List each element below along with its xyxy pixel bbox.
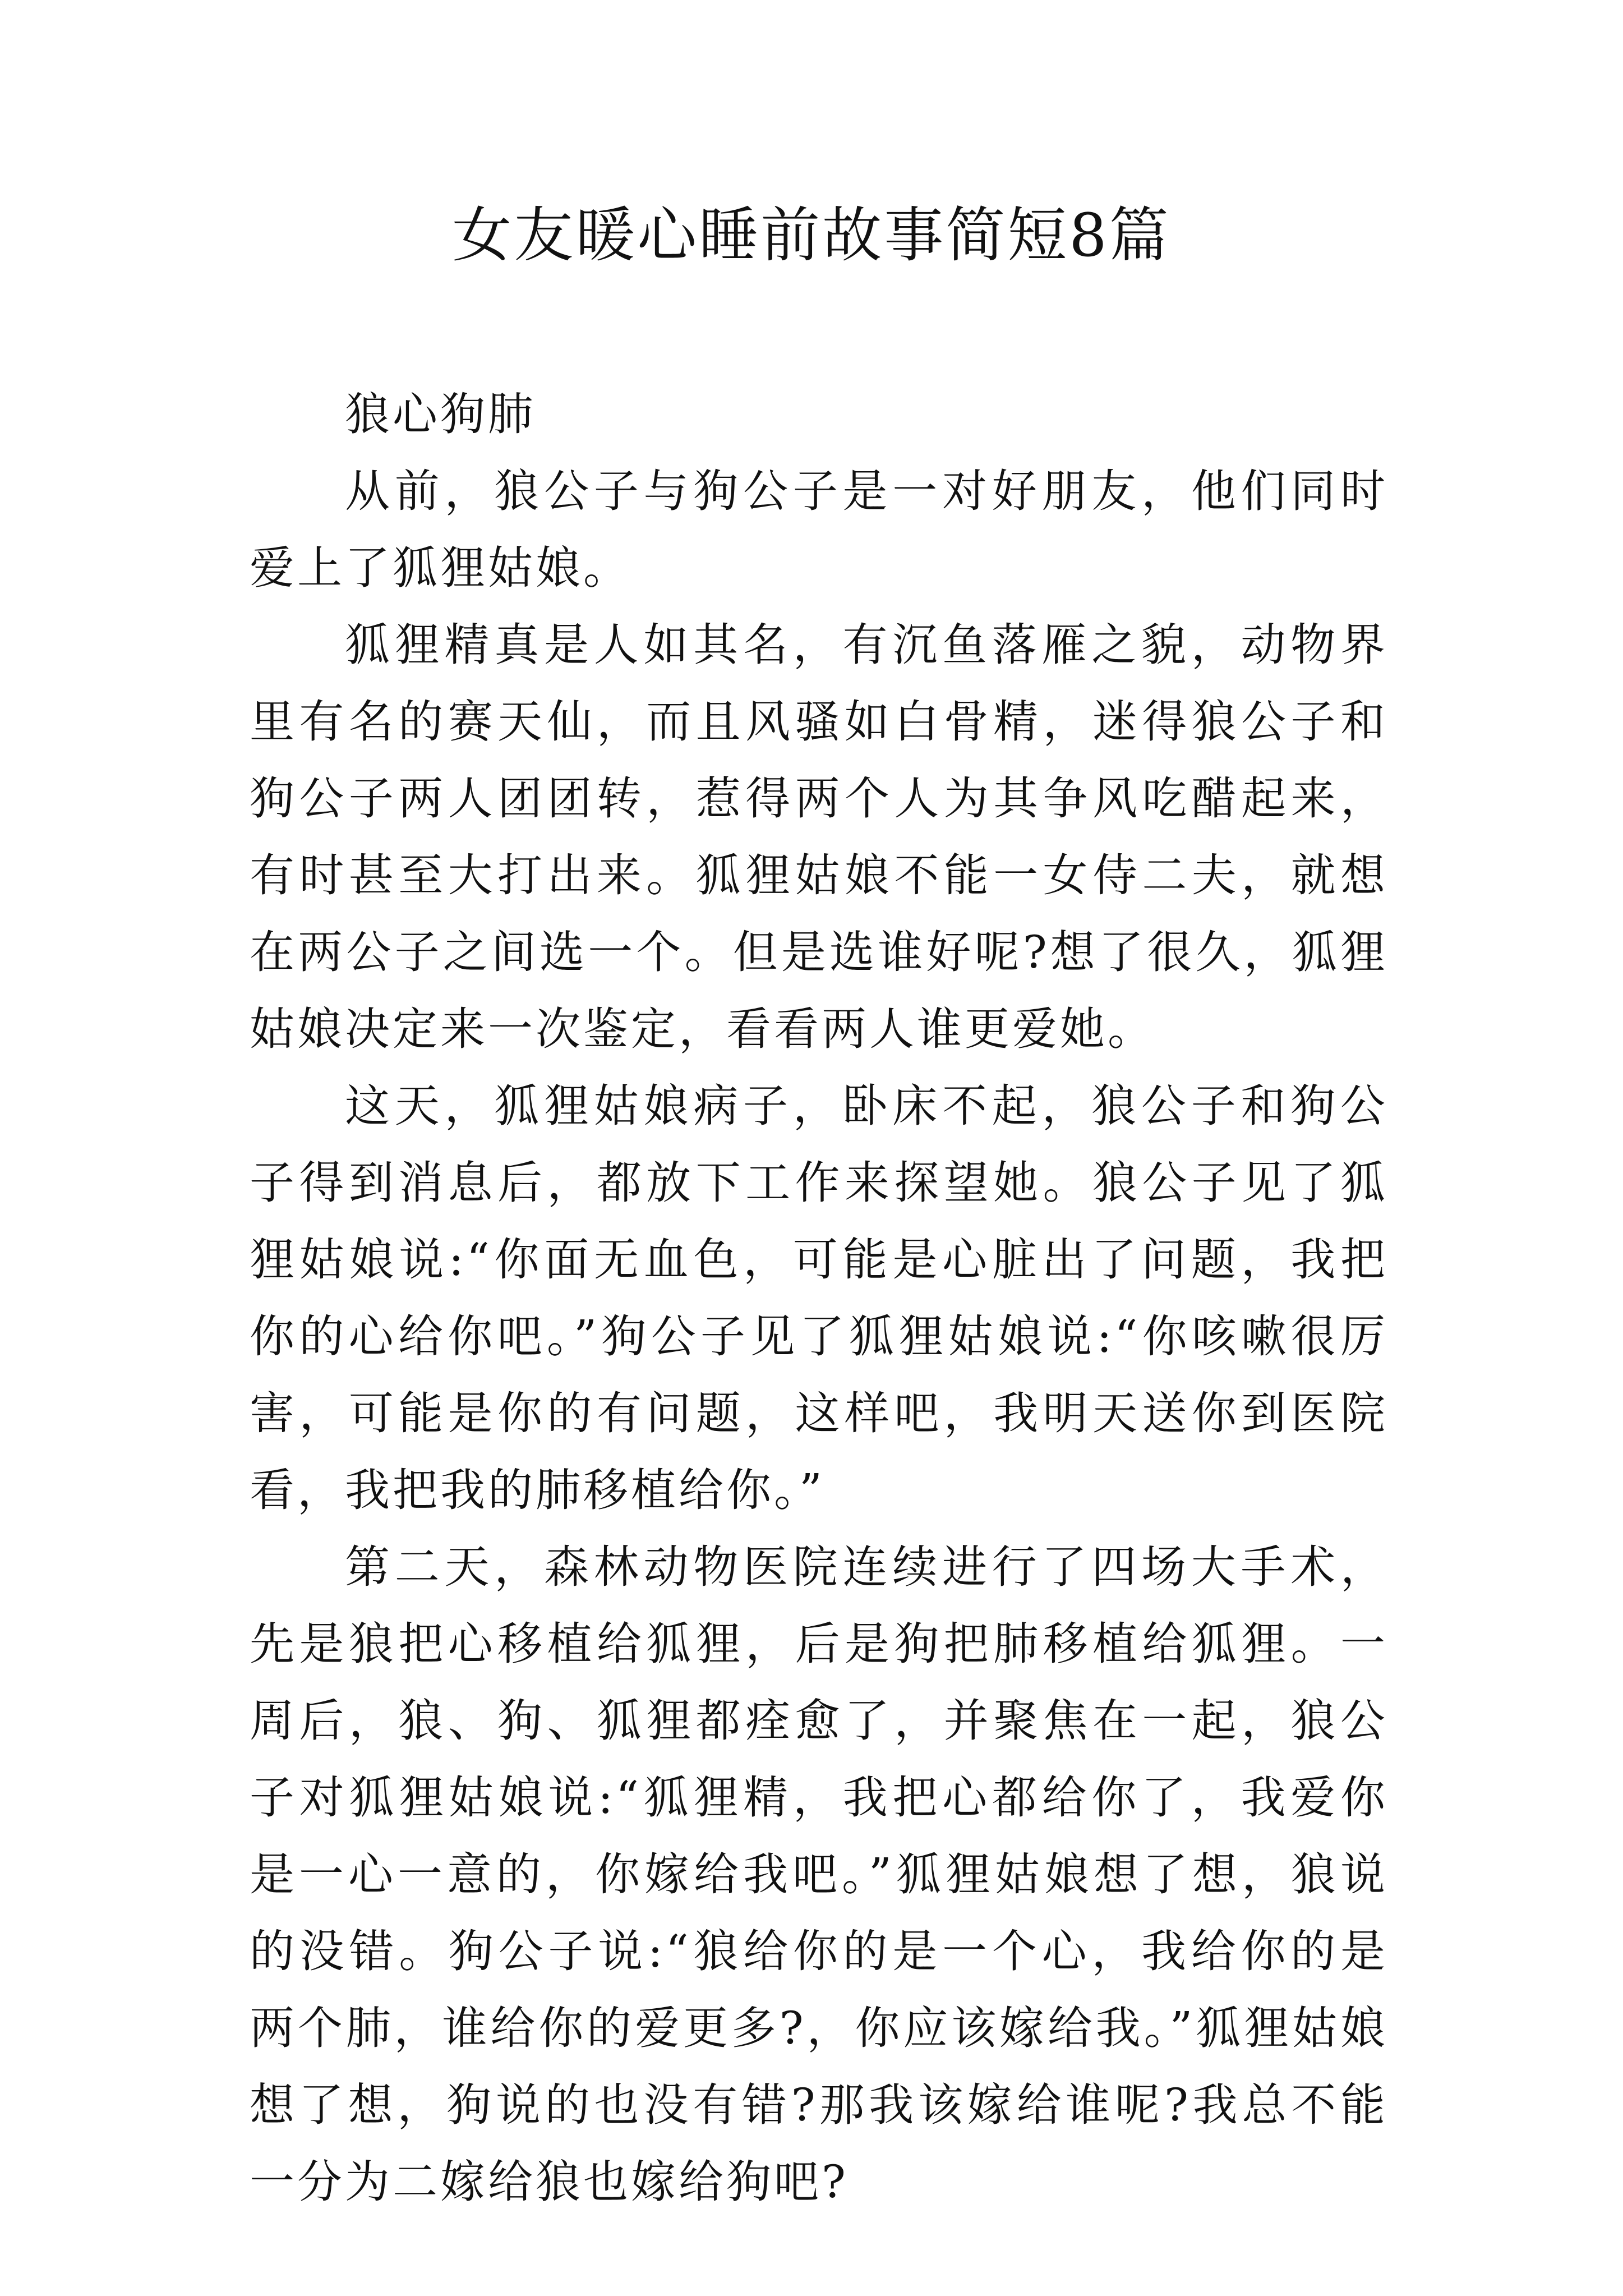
document-body <box>250 376 1388 2220</box>
document-title: 女友暖心睡前故事简短8篇 <box>452 201 1171 270</box>
paragraph: 这天，狐狸姑娘病子，卧床不起，狼公子和狗公子得到消息后，都放下工作来探望她。狼公子见了狐狸姑娘说:“你面无血色，可能是心脏出了问题，我把你的心给你吧。”狗公子见了狐狸姑娘说:“你咳嗽很厉害，可能是你的有问题，这样吧，我明天送你到医院看，我把我的肺移植给你。” <box>250 1080 1388 1516</box>
paragraph: 从前，狼公子与狗公子是一对好朋友，他们同时爱上了狐狸姑娘。 <box>250 465 1388 594</box>
paragraph: 狐狸精真是人如其名，有沉鱼落雁之貌，动物界里有名的赛天仙，而且风骚如白骨精，迷得狼公子和狗公子两人团团转，惹得两个人为其争风吃醋起来，有时甚至大打出来。狐狸姑娘不能一女侍二夫，就想在两公子之间选一个。但是选谁好呢?想了很久，狐狸姑娘决定来一次鉴定，看看两人谁更爱她。 <box>250 619 1388 1055</box>
paragraph: 第二天，森林动物医院连续进行了四场大手术，先是狼把心移植给狐狸，后是狗把肺移植给狐狸。一周后，狼、狗、狐狸都痊愈了，并聚焦在一起，狼公子对狐狸姑娘说:“狐狸精，我把心都给你了，我爱你是一心一意的，你嫁给我吧。”狐狸姑娘想了想，狼说的没错。狗公子说:“狼给你的是一个心，我给你的是两个肺，谁给你的爱更多?，你应该嫁给我。”狐狸姑娘想了想，狗说的也没有错?那我该嫁给谁呢?我总不能一分为二嫁给狼也嫁给狗吧? <box>250 1541 1388 2208</box>
story-heading: 狼心狗肺 <box>345 388 536 440</box>
